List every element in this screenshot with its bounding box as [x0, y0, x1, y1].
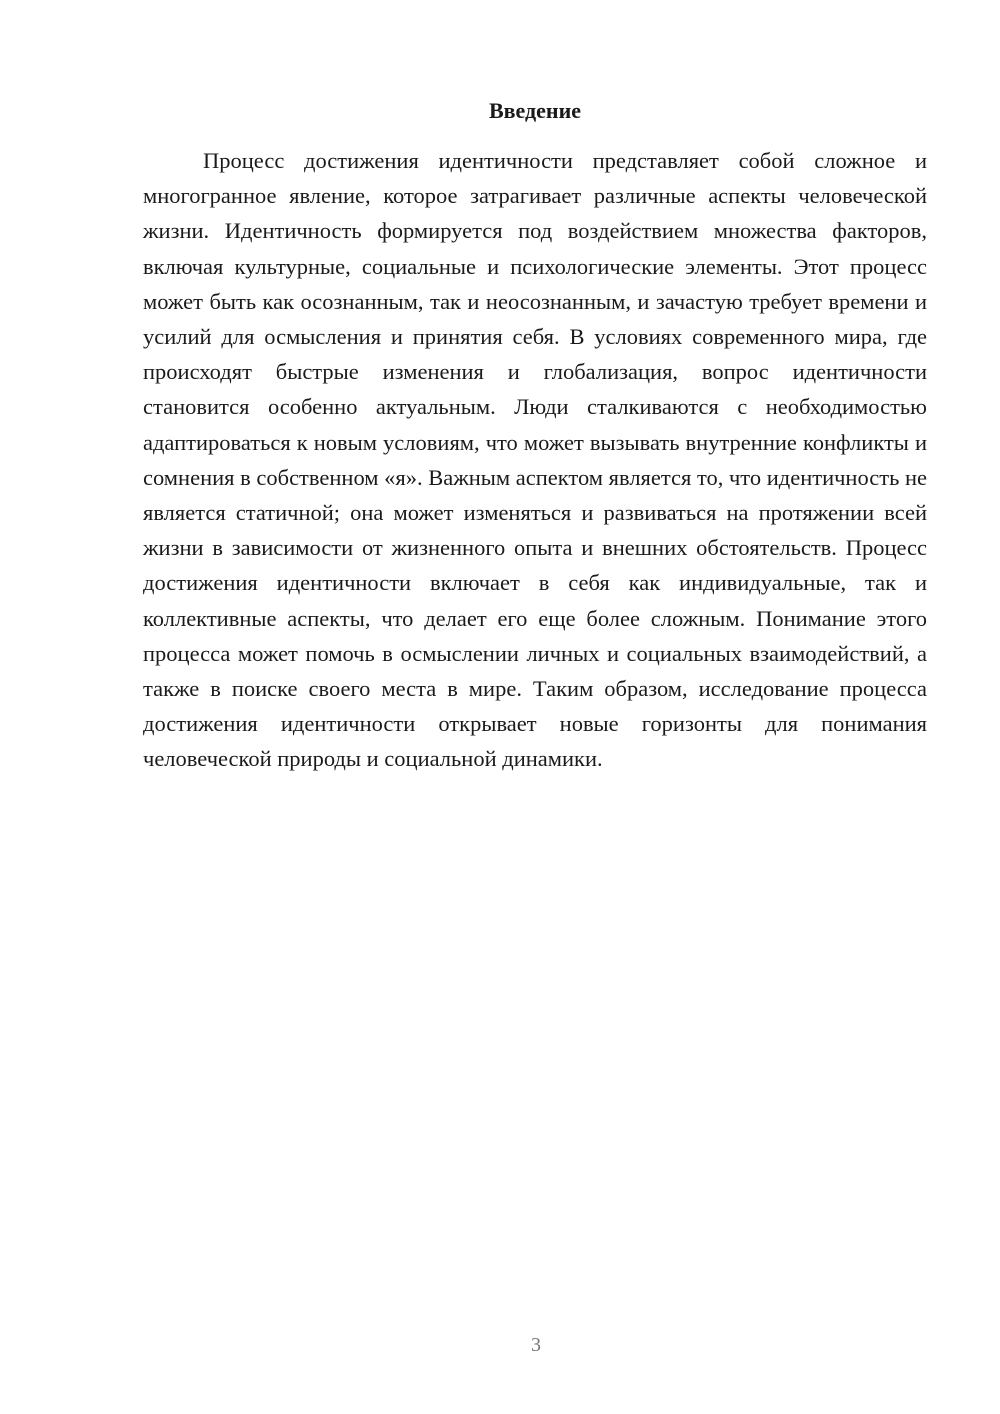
page-number: 3 — [531, 1334, 541, 1356]
page-title: Введение — [488, 98, 582, 123]
body-paragraph: Процесс достижения идентичности представляет собой сложное и многогранное явление, которое затрагивает различные аспекты человеческой жизни. Идентичность формируется под воздействием множества факторов, включая культурные, социальные и психологические элементы. Этот процесс может быть как осознанным, так и неосознанным, и зачастую требует времени и усилий для осмысления и принятия себя. В условиях современного мира, где происходят быстрые изменения и глобализация, вопрос идентичности становится особенно актуальным. Люди сталкиваются с необходимостью адаптироваться к новым условиям, что может вызывать внутренние конфликты и сомнения в собственном «я». Важным аспектом является то, что идентичность не является статичной; она может изменяться и развиваться на протяжении всей жизни в зависимости от жизненного опыта и внешних обстоятельств. Процесс достижения идентичности включает в себя как индивидуальные, так и коллективные аспекты, что делает его еще более сложным. Понимание этого процесса может помочь в осмыслении личных и социальных взаимодействий, а также в поиске своего места в мире. Таким образом, исследование процесса достижения идентичности открывает новые горизонты для понимания человеческой природы и социальной динамики. — [143, 148, 928, 772]
